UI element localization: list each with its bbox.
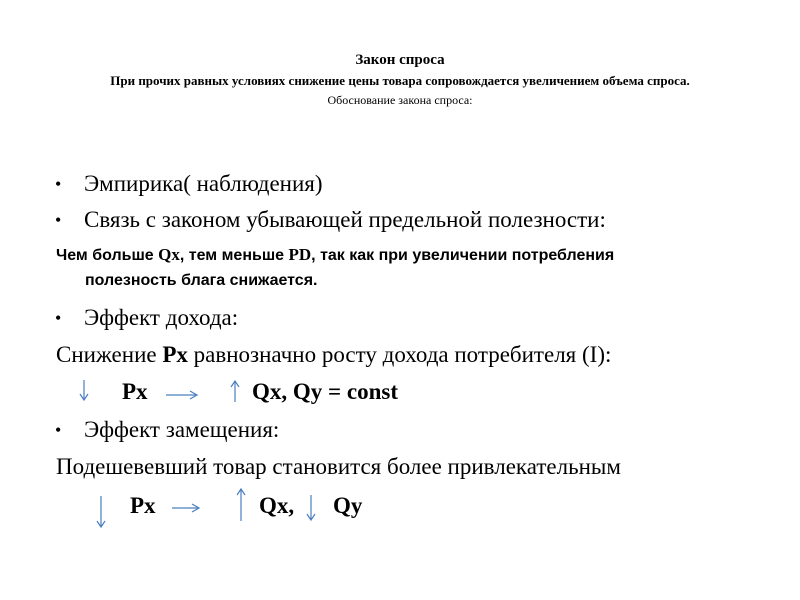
bullet-text: Эффект замещения: — [84, 417, 280, 442]
bullet-dot: • — [55, 420, 62, 440]
formula1-rest: Qx, Qy = const — [252, 379, 398, 404]
income-effect-text: Снижение Px равнозначно росту дохода потребителя (I): — [56, 342, 612, 367]
down-arrow-icon — [94, 494, 108, 530]
formula2-qx: Qx, — [259, 493, 295, 518]
formula1-px: Px — [122, 379, 148, 404]
explanation-line-2: полезность блага снижается. — [85, 272, 318, 289]
bullet-text: Эффект дохода: — [84, 305, 239, 330]
up-arrow-icon — [229, 380, 241, 404]
up-arrow-icon — [234, 487, 248, 523]
formula2-qy: Qy — [333, 493, 363, 518]
down-arrow-icon — [78, 377, 90, 403]
down-arrow-icon — [304, 493, 318, 523]
slide-title: Закон спроса — [355, 52, 445, 68]
bullet-text: Эмпирика( наблюдения) — [84, 171, 323, 196]
bullet-text: Связь с законом убывающей предельной полезности: — [84, 207, 606, 232]
substitution-text: Подешевевший товар становится более привлекательным — [56, 454, 621, 479]
justification-heading: Обоснование закона спроса: — [327, 93, 473, 107]
bullet-dot: • — [55, 174, 62, 194]
right-arrow-icon — [164, 389, 200, 401]
law-statement: При прочих равных условиях снижение цены товара сопровождается увеличением объема спроса. — [110, 73, 690, 88]
bullet-dot: • — [55, 210, 62, 230]
explanation-line-1: Чем больше Qx, тем меньше PD, так как при увеличении потребления — [56, 245, 615, 264]
right-arrow-icon — [170, 502, 202, 514]
bullet-dot: • — [55, 308, 62, 328]
formula2-px: Px — [130, 493, 156, 518]
